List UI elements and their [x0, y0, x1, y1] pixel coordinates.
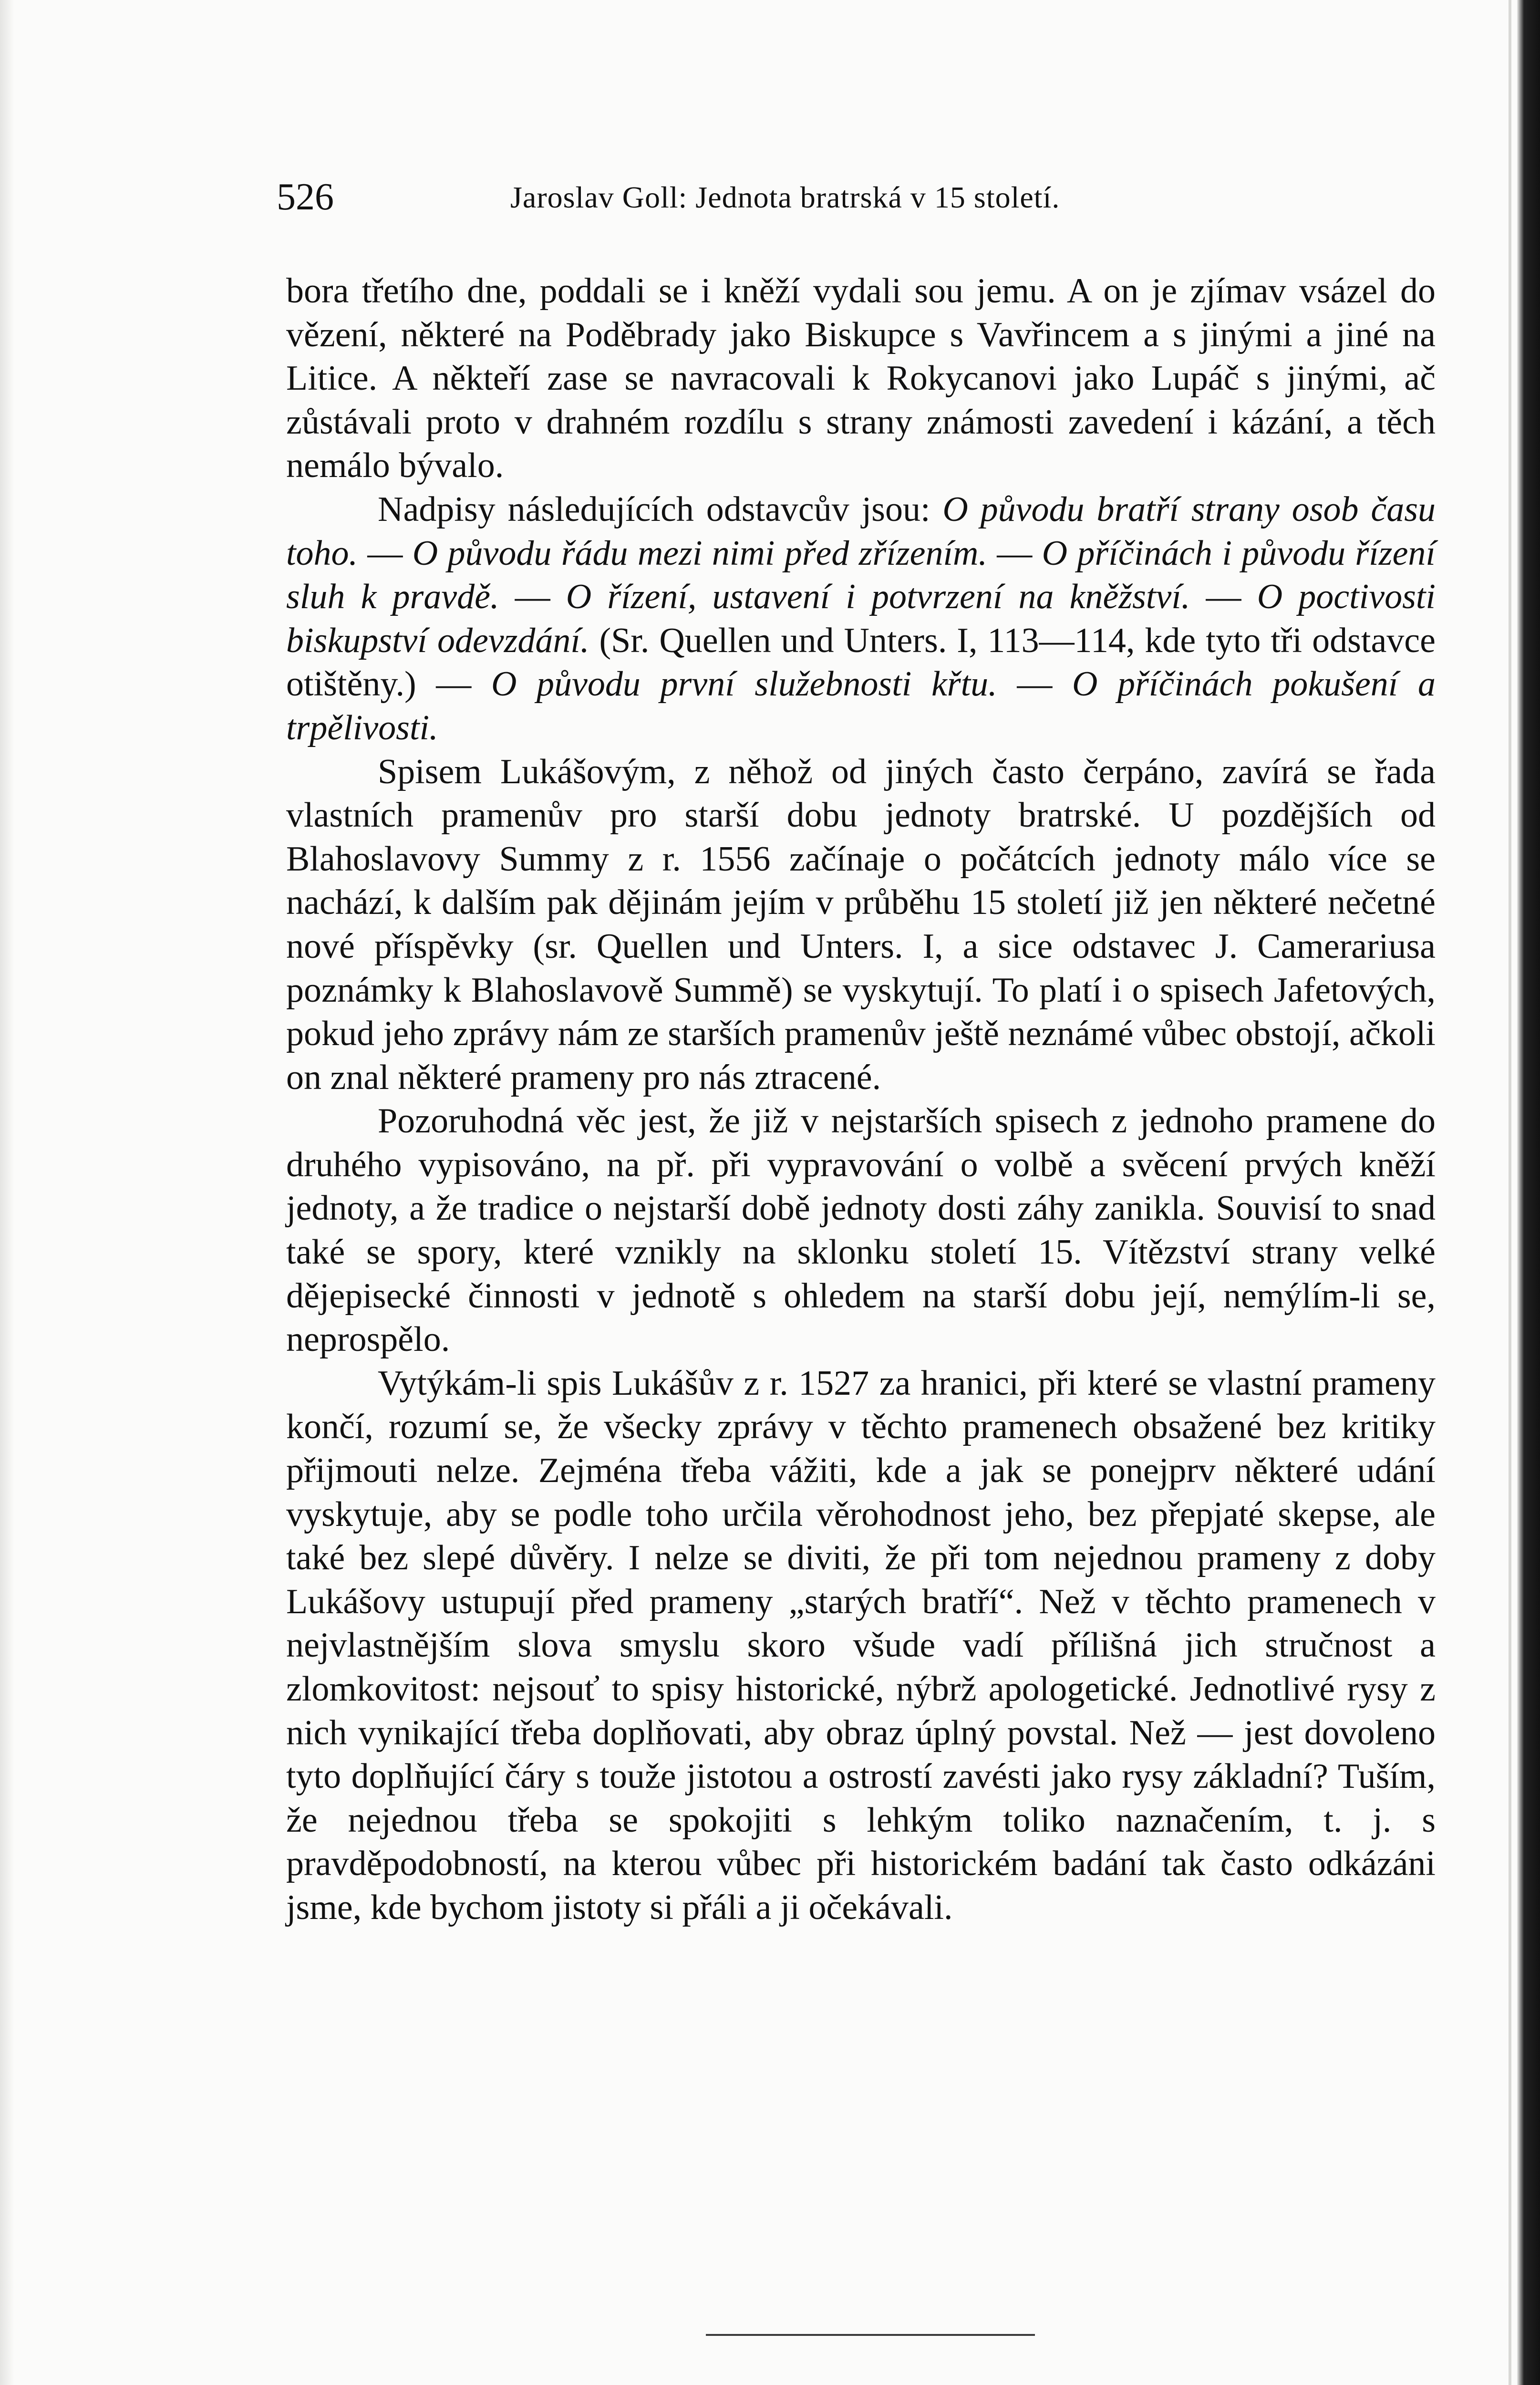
paragraph: [286, 1099, 1436, 1362]
running-header: [277, 171, 1440, 228]
page-number: 526: [277, 176, 334, 218]
page-right-edge: [1517, 0, 1540, 2385]
text-run: —: [499, 577, 566, 617]
page-binding-line: [1509, 0, 1511, 2385]
paragraph: [286, 750, 1436, 1100]
text-run: Spisem Lukášovým, z něhož od jiných často čerpáno, zavírá se řada vlastních pramenův pro starší dobu jednoty bratrské. U pozdějších od Blahoslavovy Summy z r. 1556 začínaje o počátcích jednoty málo více se nachází, k dalším pak dějinám jejím v průběhu 15 století již jen některé nečetné nové příspěvky (sr. Quellen und Unters. I, a sice odstavec J. Camerariusa poznámky k Blahoslavově Summě) se vyskytují. To platí i o spisech Jafetových, pokud jeho zprávy nám ze starších pramenův ještě neznámé vůbec obstojí, ačkoli on znal některé prameny pro nás ztracené.: [286, 752, 1436, 1097]
body-text: [286, 270, 1436, 1930]
text-run: Vytýkám-li spis Lukášův z r. 1527 za hranici, při které se vlastní prameny končí, rozumí se, že všecky zprávy v těchto pramenech obsažené bez kritiky přijmouti nelze. Zejména třeba vážiti, kde a jak se ponejprv některé udání vyskytuje, aby se podle toho určila věrohodnost jeho, bez přepjaté skepse, ale také bez slepé důvěry. I nelze se diviti, že při tom nejednou prameny z doby Lukášovy ustupují před prameny „starých bratří“. Než v těchto pramenech v nejvlastnějším slova smyslu skoro všude vadí přílišná jich stručnost a zlomkovitost: nejsouť to spisy historické, nýbrž apologetické. Jednotlivé rysy z nich vynikající třeba doplňovati, aby obraz úplný povstal. Než — jest dovoleno tyto doplňující čáry s touže jistotou a ostrostí zavésti jako rysy základní? Tuším, že nejednou třeba se spokojiti s lehkým toliko naznačením, t. j. s pravděpodobností, na kterou vůbec při historickém badání tak často odkázáni jsme, kde bychom jistoty si přáli a ji očekávali.: [286, 1363, 1436, 1927]
footer-rule: [706, 2334, 1035, 2336]
text-run: Nadpisy následujících odstavcův jsou:: [378, 489, 943, 529]
paragraph: [286, 270, 1436, 488]
italic-title-run: O původu bratří strany osob času toho.: [286, 489, 1436, 573]
italic-title-run: O příčinách i původu řízení sluh k pravdě.: [286, 533, 1436, 617]
text-run: —: [997, 664, 1072, 704]
paragraph: [286, 1362, 1436, 1930]
page-left-edge-shadow: [0, 0, 14, 2385]
italic-title-run: O příčinách pokušení a trpělivosti.: [286, 664, 1436, 747]
text-run: (Sr. Quellen und Unters. I, 113—114, kde tyto tři odstavce otištěny.) —: [286, 621, 1436, 704]
running-title: Jaroslav Goll: Jednota bratrská v 15 století.: [510, 180, 1060, 214]
text-run: —: [987, 533, 1042, 573]
text-run: —: [1190, 577, 1257, 617]
italic-title-run: O původu první služebnosti křtu.: [491, 664, 997, 704]
paragraph: [286, 488, 1436, 750]
italic-title-run: O řízení, ustavení i potvrzení na kněžství.: [566, 577, 1190, 617]
italic-title-run: O původu řádu mezi nimi před zřízením.: [412, 533, 987, 573]
italic-title-run: O poctivosti biskupství odevzdání.: [286, 577, 1436, 660]
text-run: —: [358, 533, 413, 573]
text-run: bora třetího dne, poddali se i kněží vydali sou jemu. A on je zjímav vsázel do vězení, některé na Poděbrady jako Biskupce s Vavřincem a s jinými a jiné na Litice. A někteří zase se navracovali k Rokycanovi jako Lupáč s jinými, ač zůstávali proto v drahném rozdílu s strany známosti zavedení i kázání, a těch nemálo bývalo.: [286, 271, 1436, 486]
text-run: Pozoruhodná věc jest, že již v nejstarších spisech z jednoho pramene do druhého vypisováno, na př. při vypravování o volbě a svěcení prvých kněží jednoty, a že tradice o nejstarší době jednoty dosti záhy zanikla. Souvisí to snad také se spory, které vznikly na sklonku století 15. Vítězství strany velké dějepisecké činnosti v jednotě s ohledem na starší dobu její, nemýlím-li se, neprospělo.: [286, 1101, 1436, 1359]
